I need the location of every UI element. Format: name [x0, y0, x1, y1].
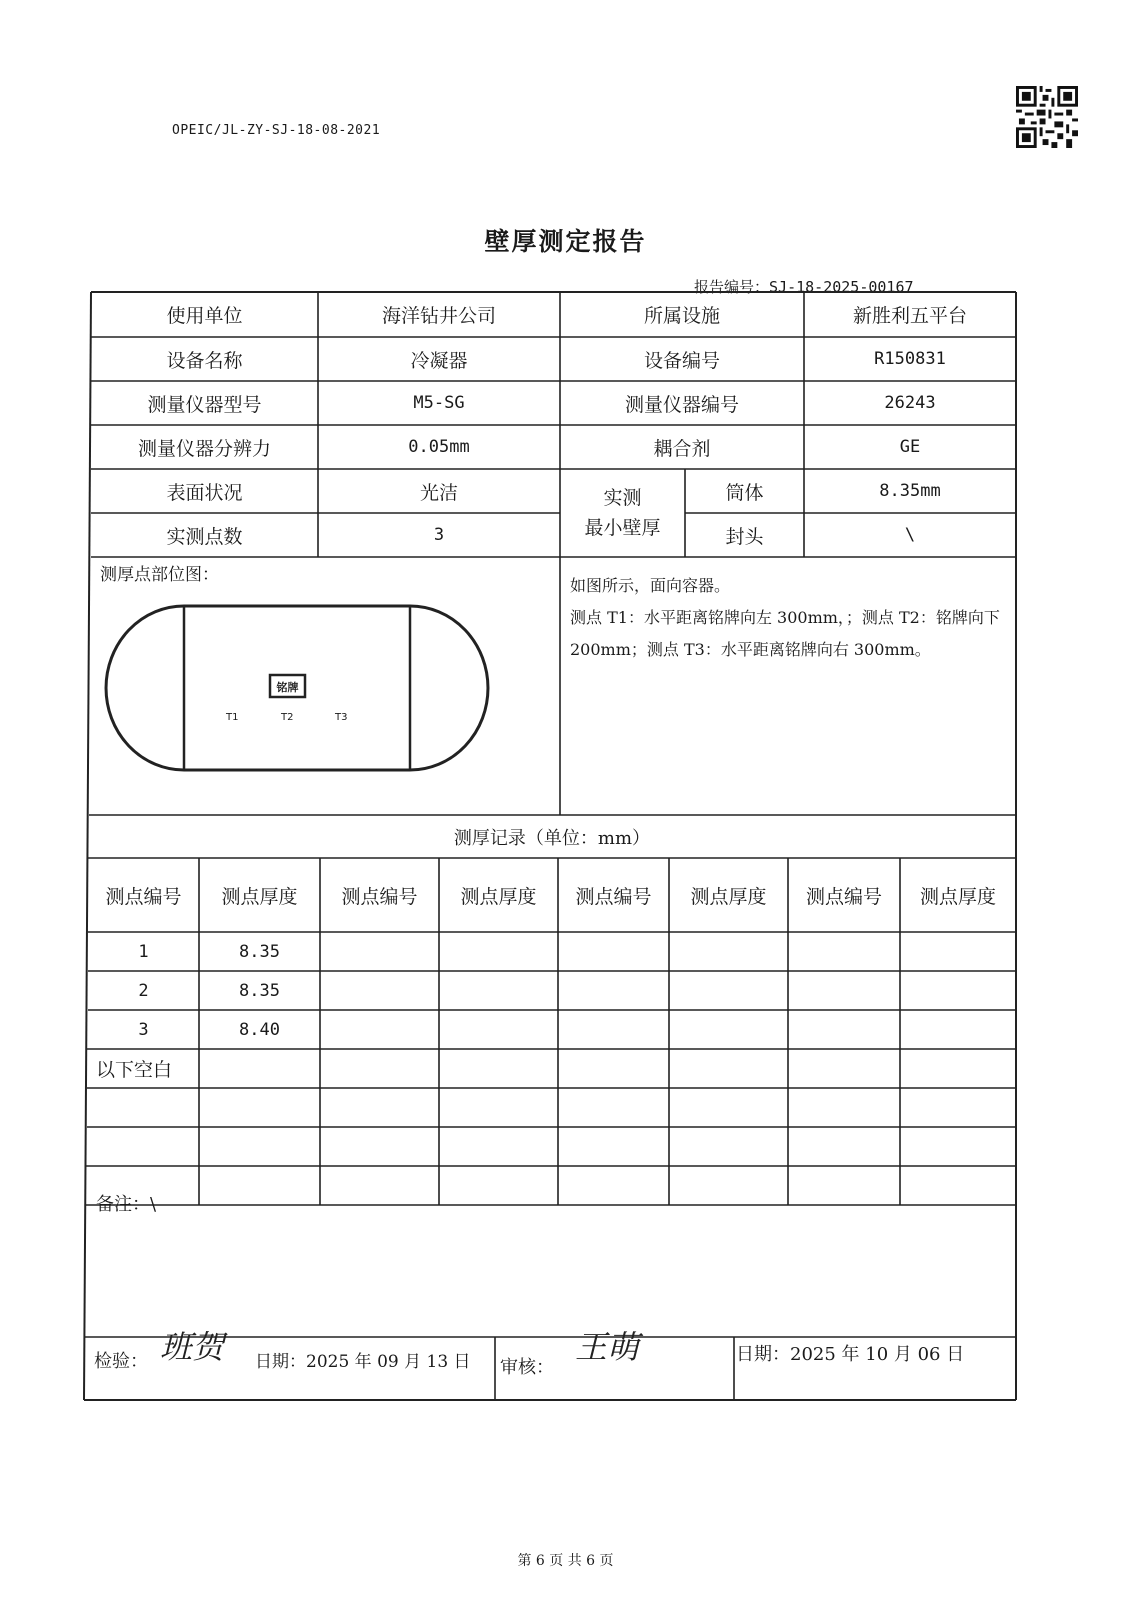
- couplant-value: GE: [899, 437, 921, 457]
- review-date-value: 2025 年 10 月 06 日: [790, 1344, 965, 1365]
- records-title: 测厚记录（单位：mm）: [453, 827, 651, 849]
- inspection-date: [255, 1347, 471, 1372]
- remarks-label: 备注：: [96, 1194, 150, 1215]
- description-line-2: 测点 T1：水平距离铭牌向左 300mm，；测点 T2：铭牌向下 200mm；测点 T3：水平距离铭牌向右 300mm。: [570, 608, 1000, 659]
- record-thickness: 8.35: [239, 941, 280, 962]
- instrument-number-label: 测量仪器编号: [624, 393, 739, 416]
- facility-value: 新胜利五平台: [852, 305, 967, 327]
- col-header-point-no-2: 测点编号: [341, 885, 418, 908]
- inspection-date-label: 日期：: [255, 1352, 306, 1372]
- min-wall-label-line2: 最小壁厚: [584, 517, 661, 539]
- inspection-date-value: 2025 年 09 月 13 日: [306, 1352, 471, 1372]
- instrument-model-value: M5-SG: [413, 393, 465, 413]
- col-header-point-no-1: 测点编号: [105, 885, 182, 908]
- point-t1-label: T1: [226, 712, 239, 723]
- col-header-thickness-2: 测点厚度: [460, 885, 537, 908]
- record-thickness: 8.40: [239, 1019, 280, 1040]
- point-t3-label: T3: [335, 712, 348, 723]
- point-t2-label: T2: [281, 712, 294, 723]
- col-header-point-no-3: 测点编号: [575, 885, 652, 908]
- col-header-thickness-1: 测点厚度: [221, 885, 298, 908]
- diagram-description: [570, 570, 1025, 666]
- equipment-number-value: R150831: [874, 349, 946, 369]
- facility-label: 所属设施: [643, 305, 720, 327]
- col-header-thickness-3: 测点厚度: [690, 885, 767, 908]
- report-number-label: 报告编号：: [694, 278, 770, 296]
- head-value: \: [904, 525, 916, 545]
- record-point-no: 2: [138, 980, 149, 1001]
- surface-condition-value: 光洁: [419, 481, 458, 504]
- blank-below-marker: 以下空白: [96, 1059, 173, 1081]
- inspector-label: 检验：: [94, 1351, 148, 1372]
- head-label: 封头: [725, 525, 764, 548]
- record-point-no: 3: [138, 1019, 149, 1040]
- surface-condition-label: 表面状况: [166, 481, 243, 504]
- remarks-value: \: [150, 1194, 157, 1215]
- page-number: 第 6 页 共 6 页: [517, 1553, 614, 1569]
- report-number-value: SJ-18-2025-00167: [769, 278, 914, 296]
- record-thickness: 8.35: [239, 980, 280, 1001]
- shell-label: 筒体: [725, 481, 764, 504]
- equipment-number-label: 设备编号: [643, 349, 720, 372]
- points-count-value: 3: [433, 525, 445, 545]
- user-unit-value: 海洋钻井公司: [381, 305, 496, 327]
- equipment-name-value: 冷凝器: [410, 349, 468, 372]
- instrument-model-label: 测量仪器型号: [147, 393, 262, 416]
- couplant-label: 耦合剂: [653, 437, 711, 460]
- reviewer-signature: 王萌: [575, 1328, 640, 1366]
- description-line-1: 如图所示，面向容器。: [570, 576, 731, 595]
- reviewer-label: 审核：: [500, 1357, 554, 1378]
- instrument-number-value: 26243: [884, 393, 936, 413]
- resolution-label: 测量仪器分辨力: [137, 437, 271, 460]
- report-title: 壁厚测定报告: [484, 227, 647, 256]
- min-wall-thickness-label: [560, 469, 685, 557]
- document-code: OPEIC/JL-ZY-SJ-18-08-2021: [172, 123, 381, 138]
- user-unit-label: 使用单位: [166, 305, 243, 327]
- col-header-thickness-4: 测点厚度: [919, 885, 996, 908]
- equipment-name-label: 设备名称: [166, 349, 243, 372]
- resolution-value: 0.05mm: [408, 437, 470, 457]
- review-date: [736, 1340, 964, 1366]
- diagram-label: 测厚点部位图：: [100, 565, 219, 585]
- inspector-signature: 班贺: [160, 1328, 225, 1366]
- col-header-point-no-4: 测点编号: [805, 885, 882, 908]
- record-point-no: 1: [138, 941, 149, 962]
- remarks: [96, 1190, 156, 1216]
- points-count-label: 实测点数: [166, 525, 243, 548]
- shell-value: 8.35mm: [879, 481, 941, 501]
- nameplate-label: 铭牌: [276, 681, 299, 694]
- review-date-label: 日期：: [736, 1344, 790, 1365]
- min-wall-label-line1: 实测: [603, 487, 642, 509]
